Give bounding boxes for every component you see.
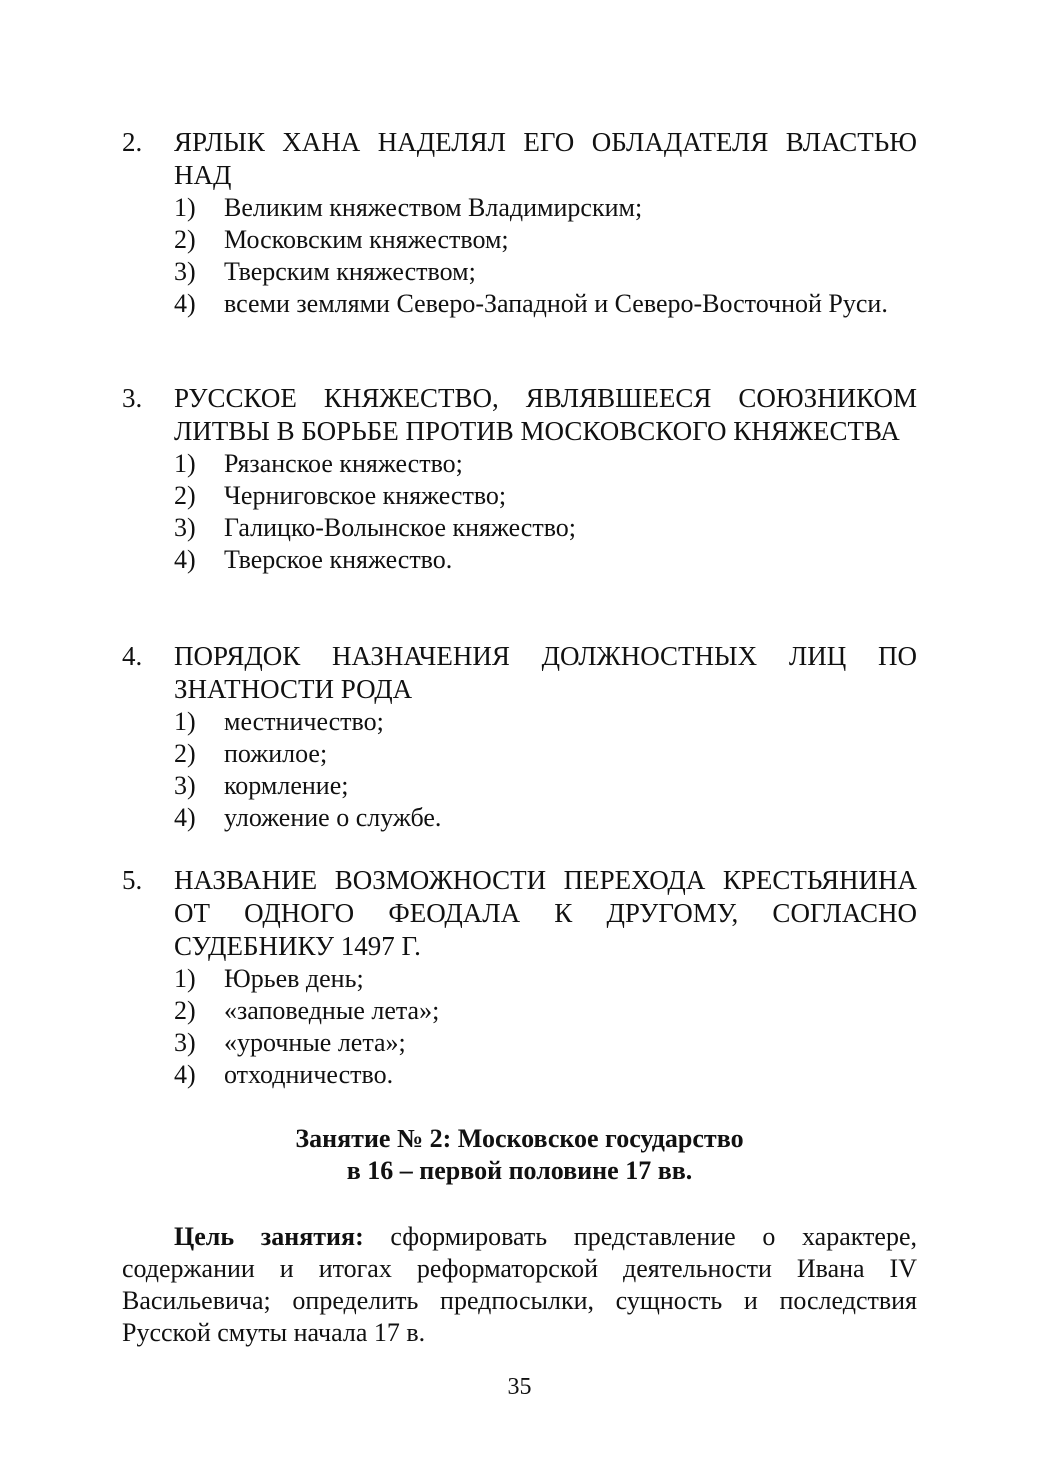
option-text: Рязанское княжество;: [224, 449, 463, 478]
option-number: 3): [174, 771, 196, 800]
option-text: уложение о службе.: [224, 803, 442, 832]
option-number: 1): [174, 707, 196, 736]
question-number: 4.: [122, 641, 143, 671]
lesson-goal-paragraph: [122, 1221, 917, 1349]
answer-option: [174, 1027, 917, 1059]
answer-option: [174, 706, 917, 738]
option-text: всеми землями Северо-Западной и Северо-Восточной Руси.: [224, 289, 888, 318]
option-text: Великим княжеством Владимирским;: [224, 193, 643, 222]
answer-option: [174, 738, 917, 770]
option-text: кормление;: [224, 771, 349, 800]
option-number: 3): [174, 257, 196, 286]
option-number: 2): [174, 739, 196, 768]
answer-options: [122, 192, 917, 320]
option-text: Юрьев день;: [224, 964, 364, 993]
option-number: 4): [174, 545, 196, 574]
option-text: местничество;: [224, 707, 384, 736]
option-number: 1): [174, 193, 196, 222]
option-number: 4): [174, 803, 196, 832]
answer-option: [174, 544, 917, 576]
question-number: 2.: [122, 127, 143, 157]
question-3: [122, 382, 917, 576]
answer-option: [174, 288, 917, 320]
page-number: 35: [507, 1374, 532, 1400]
question-text: ПОРЯДОК НАЗНАЧЕНИЯ ДОЛЖНОСТНЫХ ЛИЦ ПО ЗНАТНОСТИ РОДА: [174, 641, 917, 704]
answer-option: [174, 192, 917, 224]
answer-option: [174, 256, 917, 288]
question-text: НАЗВАНИЕ ВОЗМОЖНОСТИ ПЕРЕХОДА КРЕСТЬЯНИНА ОТ ОДНОГО ФЕОДАЛА К ДРУГОМУ, СОГЛАСНО СУДЕБНИКУ 1497 Г.: [174, 865, 917, 961]
option-text: пожилое;: [224, 739, 328, 768]
lesson-goal-text: сформировать представление о характере, содержании и итогах реформаторской деятельности Ивана IV Васильевича; определить предпосылки, сущность и последствия Русской смуты начала 17 в.: [122, 1222, 917, 1347]
answer-options: [122, 448, 917, 576]
question-text: РУССКОЕ КНЯЖЕСТВО, ЯВЛЯВШЕЕСЯ СОЮЗНИКОМ ЛИТВЫ В БОРЬБЕ ПРОТИВ МОСКОВСКОГО КНЯЖЕСТВА: [174, 383, 917, 446]
lesson-title-line-2: в 16 – первой половине 17 вв.: [346, 1156, 693, 1185]
answer-option: [174, 1059, 917, 1091]
question-heading: [122, 864, 917, 963]
option-text: отходничество.: [224, 1060, 394, 1089]
option-number: 2): [174, 481, 196, 510]
question-number: 5.: [122, 865, 143, 895]
option-text: Галицко-Волынское княжество;: [224, 513, 577, 542]
answer-option: [174, 802, 917, 834]
option-text: Черниговское княжество;: [224, 481, 507, 510]
answer-options: [122, 706, 917, 834]
option-text: «заповедные лета»;: [224, 996, 440, 1025]
answer-option: [174, 480, 917, 512]
lesson-goal-label: Цель занятия:: [174, 1222, 364, 1251]
question-5: [122, 864, 917, 1091]
lesson-title-line-1: Занятие № 2: Московское государство: [295, 1124, 744, 1153]
option-number: 2): [174, 225, 196, 254]
answer-option: [174, 963, 917, 995]
option-number: 4): [174, 1060, 196, 1089]
answer-option: [174, 448, 917, 480]
option-number: 1): [174, 449, 196, 478]
lesson-title: [122, 1123, 917, 1187]
option-text: Московским княжеством;: [224, 225, 509, 254]
option-text: Тверское княжество.: [224, 545, 453, 574]
option-number: 3): [174, 513, 196, 542]
option-number: 3): [174, 1028, 196, 1057]
question-heading: [122, 382, 917, 448]
option-number: 1): [174, 964, 196, 993]
answer-options: [122, 963, 917, 1091]
question-text: ЯРЛЫК ХАНА НАДЕЛЯЛ ЕГО ОБЛАДАТЕЛЯ ВЛАСТЬЮ НАД: [174, 127, 917, 190]
question-heading: [122, 640, 917, 706]
answer-option: [174, 995, 917, 1027]
question-heading: [122, 126, 917, 192]
option-text: Тверским княжеством;: [224, 257, 476, 286]
answer-option: [174, 224, 917, 256]
option-number: 4): [174, 289, 196, 318]
answer-option: [174, 512, 917, 544]
answer-option: [174, 770, 917, 802]
question-4: [122, 640, 917, 834]
question-number: 3.: [122, 383, 143, 413]
option-text: «урочные лета»;: [224, 1028, 406, 1057]
question-2: [122, 126, 917, 320]
option-number: 2): [174, 996, 196, 1025]
